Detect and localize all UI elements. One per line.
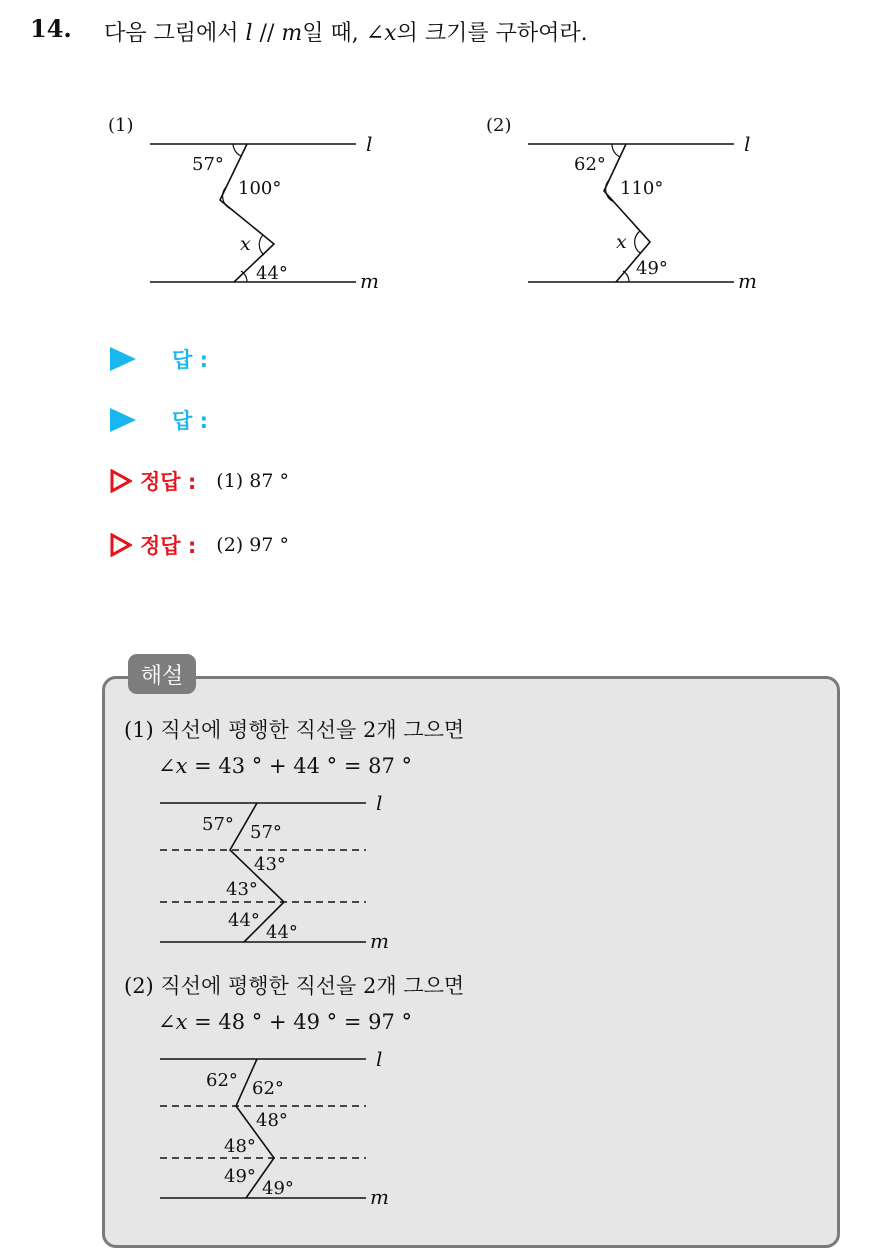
sol1-angle-6: 44° [266, 922, 298, 943]
correct-answer-1 [110, 466, 289, 496]
figure-1-angle-top: 57° [192, 154, 224, 175]
outline-triangle-icon [110, 533, 132, 557]
figure-1-angle-x: x [240, 233, 251, 255]
question-number: 14. [30, 14, 72, 43]
var-x: x [175, 1010, 188, 1034]
sol1-label-l: l [376, 791, 383, 815]
angle-symbol: ∠ [158, 754, 176, 778]
answer-blank-2 [110, 405, 208, 435]
angle-symbol: ∠ [158, 1010, 176, 1034]
answer-blank-1 [110, 344, 208, 374]
outline-triangle-icon [110, 469, 132, 493]
sol2-angle-2: 62° [252, 1078, 284, 1099]
figure-2-angle-top: 62° [574, 154, 606, 175]
var-x: x [384, 21, 397, 46]
figure-1-arc-top [233, 144, 241, 156]
correct-answer-value-2: (2) 97 ° [216, 534, 289, 556]
sol1-angle-4: 43° [226, 879, 258, 900]
figure-2-arc-mid [606, 179, 614, 202]
figure-1-arc-mid [223, 187, 231, 209]
play-triangle-icon [110, 408, 136, 432]
question-text-suffix: 의 크기를 구하여라. [396, 21, 588, 46]
sol2-label-l: l [376, 1047, 383, 1071]
sol2-angle-6: 49° [262, 1178, 294, 1199]
solution-tag: 해설 [128, 654, 196, 694]
solution-2-diagram [150, 1046, 410, 1211]
answer-blank-label: 답 : [172, 409, 208, 433]
figure-2 [478, 104, 778, 304]
question-text-mid: 일 때, ∠ [302, 21, 385, 46]
figure-1-label-m: m [360, 269, 379, 293]
play-triangle-icon [110, 347, 136, 371]
correct-answer-label: 정답 : [140, 534, 197, 558]
var-x: x [175, 754, 188, 778]
var-l: l [245, 21, 253, 46]
figure-2-label-l: l [744, 132, 751, 156]
figure-2-angle-bottom: 49° [636, 258, 668, 279]
figure-2-arc-x [635, 231, 640, 253]
figure-1-arc-x [259, 235, 264, 255]
correct-answer-label: 정답 : [140, 470, 197, 494]
solution-2-equation-rest: = 48 ° + 49 ° = 97 ° [187, 1010, 412, 1034]
figure-1-angle-bottom: 44° [256, 263, 288, 284]
figure-2-label: (2) [486, 115, 512, 136]
solution-1-diagram [150, 790, 410, 955]
figure-1-label: (1) [108, 115, 134, 136]
sol1-angle-2: 57° [250, 822, 282, 843]
solution-1-equation [158, 754, 412, 778]
sol2-label-m: m [370, 1185, 389, 1209]
answer-blank-label: 답 : [172, 348, 208, 372]
sol1-label-m: m [370, 929, 389, 953]
solution-1-heading: (1) 직선에 평행한 직선을 2개 그으면 [124, 718, 465, 742]
sol2-angle-5: 49° [224, 1166, 256, 1187]
correct-answer-2 [110, 530, 289, 560]
solution-2-equation [158, 1010, 412, 1034]
figure-1 [100, 104, 400, 304]
figure-1-zigzag [220, 144, 274, 282]
correct-answer-value-1: (1) 87 ° [216, 470, 289, 492]
figure-2-angle-mid: 110° [620, 178, 664, 199]
question-text-prefix: 다음 그림에서 [104, 21, 246, 46]
var-m: m [281, 21, 303, 46]
figure-2-label-m: m [738, 269, 757, 293]
figure-2-arc-top [612, 144, 620, 157]
figure-2-angle-x: x [616, 231, 627, 253]
sol2-angle-1: 62° [206, 1070, 238, 1091]
figure-1-angle-mid: 100° [238, 178, 282, 199]
sol1-angle-3: 43° [254, 854, 286, 875]
question-text [104, 16, 588, 47]
sol1-angle-1: 57° [202, 814, 234, 835]
solution-1-equation-rest: = 43 ° + 44 ° = 87 ° [187, 754, 412, 778]
parallel-symbol: // [252, 21, 282, 46]
sol2-angle-3: 48° [256, 1110, 288, 1131]
figure-1-label-l: l [366, 132, 373, 156]
figure-1-arc-bottom [241, 271, 247, 282]
sol2-angle-4: 48° [224, 1136, 256, 1157]
solution-2-heading: (2) 직선에 평행한 직선을 2개 그으면 [124, 974, 465, 998]
sol1-angle-5: 44° [228, 910, 260, 931]
